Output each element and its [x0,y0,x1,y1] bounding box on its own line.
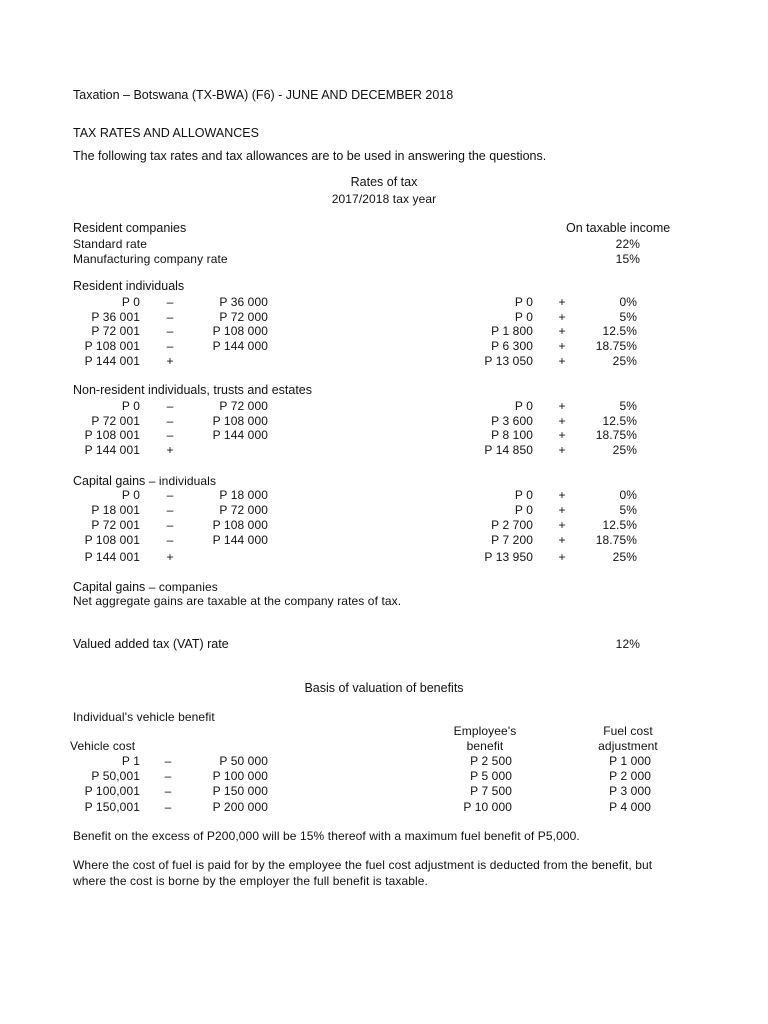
rates-heading: Rates of tax [350,175,418,189]
cg-band-from: P 0 [121,488,140,502]
cg-band-to: P 72 000 [219,503,268,517]
cg-band-separator: – [166,488,174,502]
company-rate-value: 22% [615,237,640,251]
non-resident-band-separator: – [166,414,174,428]
cg-band-base-tax: P 0 [514,488,533,502]
company-rate-value: 15% [615,252,640,266]
resident-band-from: P 36 001 [91,310,140,324]
non-resident-band-separator: + [166,443,174,457]
non-resident-band-plus: + [558,399,566,413]
cg-band-base-tax: P 13 950 [484,550,533,564]
resident-band-plus: + [558,324,566,338]
cg-band-separator: – [166,533,174,547]
company-rate-label: Manufacturing company rate [73,252,228,266]
non-resident-band-rate: 12.5% [602,414,637,428]
resident-band-plus: + [558,354,566,368]
vat-rate: 12% [615,637,640,651]
vehicle-band-from: P 1 [121,754,140,768]
employee-benefit-value: P 5 000 [470,769,512,783]
vehicle-band-from: P 100,001 [84,784,140,798]
resident-band-rate: 25% [612,354,637,368]
resident-band-separator: + [166,354,174,368]
cg-band-base-tax: P 0 [514,503,533,517]
non-resident-band-to: P 108 000 [212,414,268,428]
cg-band-to: P 144 000 [212,533,268,547]
vehicle-band-to: P 50 000 [219,754,268,768]
fuel-adjustment-value: P 2 000 [609,769,651,783]
non-resident-heading: Non-resident individuals, trusts and estates [73,383,313,397]
non-resident-band-base-tax: P 3 600 [491,414,533,428]
benefit-note-2-line-1: Where the cost of fuel is paid for by the employee the fuel cost adjustment is deducted from the benefit, but [73,858,653,872]
cg-band-rate: 0% [619,488,637,502]
cg-band-from: P 72 001 [91,518,140,532]
resident-band-base-tax: P 13 050 [484,354,533,368]
cg-band-rate: 5% [619,503,637,517]
cg-band-separator: + [166,550,174,564]
taxable-income-heading: On taxable income [566,221,671,235]
non-resident-band-base-tax: P 8 100 [491,428,533,442]
non-resident-band-to: P 144 000 [212,428,268,442]
benefits-heading: Basis of valuation of benefits [304,681,464,695]
vehicle-cost-col: Vehicle cost [70,739,136,753]
resident-band-rate: 0% [619,295,637,309]
non-resident-band-from: P 108 001 [84,428,140,442]
non-resident-band-separator: – [166,399,174,413]
resident-band-to: P 72 000 [219,310,268,324]
resident-band-rate: 5% [619,310,637,324]
non-resident-band-to: P 72 000 [219,399,268,413]
non-resident-band-from: P 144 001 [84,443,140,457]
non-resident-band-rate: 25% [612,443,637,457]
vat-label: Valued added tax (VAT) rate [73,637,229,651]
cg-band-from: P 144 001 [84,550,140,564]
resident-band-rate: 12.5% [602,324,637,338]
fuel-adjustment-value: P 1 000 [609,754,651,768]
non-resident-band-separator: – [166,428,174,442]
resident-band-from: P 144 001 [84,354,140,368]
resident-band-from: P 108 001 [84,339,140,353]
vehicle-band-from: P 150,001 [84,800,140,814]
cg-band-base-tax: P 2 700 [491,518,533,532]
document-title: Taxation – Botswana (TX-BWA) (F6) - JUNE AND DECEMBER 2018 [73,88,454,102]
vehicle-band-to: P 200 000 [212,800,268,814]
resident-band-plus: + [558,310,566,324]
cg-band-to: P 108 000 [212,518,268,532]
cg-individuals-heading: Capital gains – individuals [73,474,217,488]
employee-benefit-col-1: Employee's [453,724,517,738]
fuel-adjustment-value: P 4 000 [609,800,651,814]
resident-band-rate: 18.75% [595,339,637,353]
resident-band-separator: – [166,339,174,353]
employee-benefit-value: P 10 000 [463,800,512,814]
resident-band-base-tax: P 1 800 [491,324,533,338]
resident-band-base-tax: P 0 [514,310,533,324]
vehicle-benefit-subheading: Individual's vehicle benefit [73,710,215,724]
resident-band-to: P 108 000 [212,324,268,338]
cg-band-separator: – [166,503,174,517]
fuel-adjustment-col-2: adjustment [598,739,658,753]
cg-companies-heading: Capital gains – companies [73,580,218,594]
cg-band-rate: 18.75% [595,533,637,547]
cg-companies-note: Net aggregate gains are taxable at the company rates of tax. [73,594,402,608]
non-resident-band-plus: + [558,414,566,428]
resident-band-base-tax: P 6 300 [491,339,533,353]
fuel-adjustment-value: P 3 000 [609,784,651,798]
resident-band-to: P 144 000 [212,339,268,353]
resident-band-plus: + [558,339,566,353]
cg-band-plus: + [558,518,566,532]
employee-benefit-value: P 2 500 [470,754,512,768]
cg-band-base-tax: P 7 200 [491,533,533,547]
resident-band-separator: – [166,310,174,324]
benefit-note-2-line-2: where the cost is borne by the employer the full benefit is taxable. [73,874,428,888]
non-resident-band-from: P 72 001 [91,414,140,428]
intro-text: The following tax rates and tax allowances are to be used in answering the questions. [73,149,547,163]
vehicle-band-separator: – [164,769,172,783]
section-title: TAX RATES AND ALLOWANCES [73,126,259,140]
non-resident-band-plus: + [558,443,566,457]
non-resident-band-rate: 18.75% [595,428,637,442]
resident-band-separator: – [166,324,174,338]
vehicle-band-to: P 150 000 [212,784,268,798]
benefit-note-1: Benefit on the excess of P200,000 will be 15% thereof with a maximum fuel benefit of P5,000. [73,829,580,843]
cg-band-rate: 12.5% [602,518,637,532]
vehicle-band-separator: – [164,784,172,798]
cg-band-plus: + [558,488,566,502]
resident-band-separator: – [166,295,174,309]
resident-band-base-tax: P 0 [514,295,533,309]
cg-band-to: P 18 000 [219,488,268,502]
resident-band-plus: + [558,295,566,309]
resident-band-to: P 36 000 [219,295,268,309]
non-resident-band-plus: + [558,428,566,442]
non-resident-band-from: P 0 [121,399,140,413]
tax-year: 2017/2018 tax year [331,192,437,206]
cg-band-plus: + [558,550,566,564]
vehicle-band-to: P 100 000 [212,769,268,783]
cg-band-plus: + [558,503,566,517]
non-resident-band-base-tax: P 14 850 [484,443,533,457]
cg-band-rate: 25% [612,550,637,564]
cg-band-plus: + [558,533,566,547]
cg-band-from: P 108 001 [84,533,140,547]
companies-heading: Resident companies [73,221,187,235]
non-resident-band-base-tax: P 0 [514,399,533,413]
vehicle-band-separator: – [164,800,172,814]
resident-individuals-heading: Resident individuals [73,279,185,293]
employee-benefit-col-2: benefit [466,739,504,753]
vehicle-band-from: P 50,001 [91,769,140,783]
vehicle-band-separator: – [164,754,172,768]
resident-band-from: P 0 [121,295,140,309]
company-rate-label: Standard rate [73,237,148,251]
employee-benefit-value: P 7 500 [470,784,512,798]
cg-band-separator: – [166,518,174,532]
cg-band-from: P 18 001 [91,503,140,517]
non-resident-band-rate: 5% [619,399,637,413]
fuel-adjustment-col-1: Fuel cost [603,724,653,738]
resident-band-from: P 72 001 [91,324,140,338]
